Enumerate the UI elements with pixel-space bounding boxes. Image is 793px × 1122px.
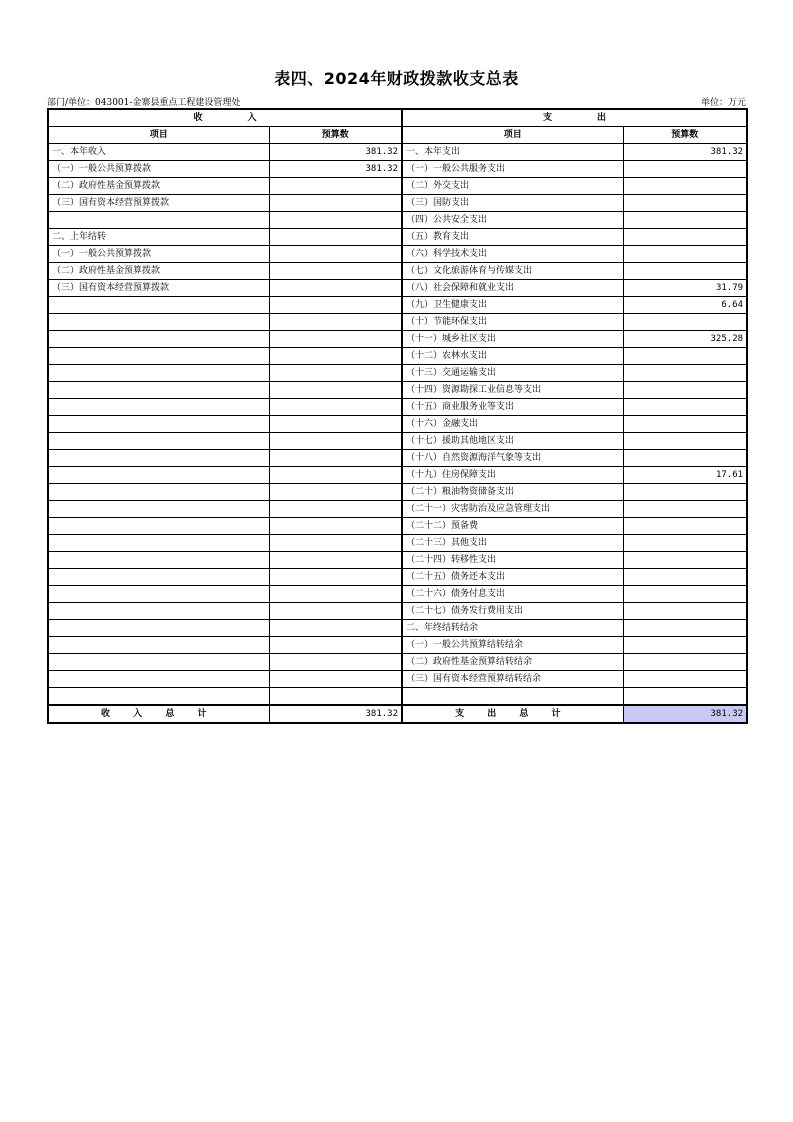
income-item-cell	[48, 331, 269, 348]
income-value-cell	[269, 552, 402, 569]
expense-value-cell: 6.64	[623, 297, 747, 314]
expense-value-cell	[623, 433, 747, 450]
income-value-cell	[269, 450, 402, 467]
table-row	[48, 195, 747, 212]
income-item-cell: （一）一般公共预算拨款	[48, 161, 269, 178]
income-budget-header: 预算数	[269, 127, 402, 144]
expense-value-cell	[623, 382, 747, 399]
expense-value-cell	[623, 178, 747, 195]
income-value-cell	[269, 416, 402, 433]
expense-item-cell: （二十三）其他支出	[402, 535, 623, 552]
budget-table	[47, 108, 748, 724]
income-total-value: 381.32	[269, 705, 402, 723]
income-value-cell	[269, 620, 402, 637]
expense-item-cell: （二十四）转移性支出	[402, 552, 623, 569]
table-row	[48, 144, 747, 161]
income-item-cell	[48, 297, 269, 314]
income-value-cell	[269, 654, 402, 671]
table-row	[48, 535, 747, 552]
expense-total-label: 支 出 总 计	[402, 705, 623, 723]
expense-item-cell: （二）外交支出	[402, 178, 623, 195]
income-item-cell: （二）政府性基金预算拨款	[48, 178, 269, 195]
expense-value-cell	[623, 569, 747, 586]
expense-value-cell: 325.28	[623, 331, 747, 348]
income-total-label: 收 入 总 计	[48, 705, 269, 723]
income-value-cell	[269, 586, 402, 603]
expense-value-cell	[623, 314, 747, 331]
expense-item-cell: （二十二）预备费	[402, 518, 623, 535]
income-value-cell	[269, 518, 402, 535]
expense-value-cell	[623, 263, 747, 280]
page-title: 表四、2024年财政拨款收支总表	[274, 69, 519, 88]
income-item-cell	[48, 314, 269, 331]
expense-item-cell: （二十一）灾害防治及应急管理支出	[402, 501, 623, 518]
table-row	[48, 603, 747, 620]
income-value-cell	[269, 178, 402, 195]
income-value-cell	[269, 195, 402, 212]
income-item-cell: （二）政府性基金预算拨款	[48, 263, 269, 280]
expense-value-cell	[623, 552, 747, 569]
income-item-cell	[48, 382, 269, 399]
income-value-cell	[269, 382, 402, 399]
expense-item-cell: （十七）援助其他地区支出	[402, 433, 623, 450]
expense-value-cell	[623, 535, 747, 552]
table-row	[48, 399, 747, 416]
table-row	[48, 416, 747, 433]
income-value-cell	[269, 433, 402, 450]
table-row	[48, 314, 747, 331]
income-item-cell	[48, 450, 269, 467]
expense-total-value: 381.32	[623, 705, 747, 723]
income-item-cell	[48, 212, 269, 229]
income-value-cell	[269, 569, 402, 586]
income-item-cell	[48, 484, 269, 501]
income-item-cell	[48, 365, 269, 382]
expense-value-cell	[623, 620, 747, 637]
expense-item-cell: （十八）自然资源海洋气象等支出	[402, 450, 623, 467]
income-value-cell	[269, 603, 402, 620]
income-value-cell	[269, 229, 402, 246]
expense-value-cell	[623, 688, 747, 706]
expense-value-cell: 31.79	[623, 280, 747, 297]
expense-item-cell: （三）国有资本经营预算结转结余	[402, 671, 623, 688]
table-row	[48, 552, 747, 569]
table-row	[48, 433, 747, 450]
expense-value-cell: 381.32	[623, 144, 747, 161]
expense-item-cell: （十六）金融支出	[402, 416, 623, 433]
table-row	[48, 654, 747, 671]
table-row	[48, 280, 747, 297]
expense-value-cell	[623, 586, 747, 603]
expense-item-cell: （二十）粮油物资储备支出	[402, 484, 623, 501]
income-value-cell	[269, 348, 402, 365]
income-value-cell	[269, 212, 402, 229]
expense-value-cell	[623, 399, 747, 416]
income-value-cell	[269, 484, 402, 501]
income-section-header: 收 入	[48, 109, 402, 127]
expense-item-cell: （十二）农林水支出	[402, 348, 623, 365]
expense-item-cell: （六）科学技术支出	[402, 246, 623, 263]
income-item-cell	[48, 399, 269, 416]
table-row	[48, 161, 747, 178]
table-row	[48, 297, 747, 314]
income-item-cell	[48, 433, 269, 450]
expense-item-header: 项目	[402, 127, 623, 144]
income-value-cell	[269, 314, 402, 331]
income-item-cell	[48, 348, 269, 365]
income-item-cell	[48, 518, 269, 535]
table-row	[48, 484, 747, 501]
unit-label: 单位：万元	[700, 98, 746, 108]
income-item-header: 项目	[48, 127, 269, 144]
expense-item-cell: （五）教育支出	[402, 229, 623, 246]
expense-value-cell: 17.61	[623, 467, 747, 484]
income-item-cell	[48, 671, 269, 688]
expense-item-cell: （十五）商业服务业等支出	[402, 399, 623, 416]
income-item-cell	[48, 637, 269, 654]
expense-item-cell: （十一）城乡社区支出	[402, 331, 623, 348]
income-value-cell: 381.32	[269, 144, 402, 161]
income-value-cell	[269, 280, 402, 297]
table-row	[48, 263, 747, 280]
expense-item-cell: （八）社会保障和就业支出	[402, 280, 623, 297]
table-row	[48, 246, 747, 263]
income-value-cell	[269, 535, 402, 552]
income-value-cell	[269, 331, 402, 348]
income-item-cell: 一、本年收入	[48, 144, 269, 161]
expense-item-cell: （七）文化旅游体育与传媒支出	[402, 263, 623, 280]
table-row	[48, 569, 747, 586]
expense-item-cell: 一、本年支出	[402, 144, 623, 161]
table-row	[48, 467, 747, 484]
expense-value-cell	[623, 195, 747, 212]
income-item-cell: 二、上年结转	[48, 229, 269, 246]
income-item-cell	[48, 620, 269, 637]
table-row	[48, 637, 747, 654]
table-row	[48, 365, 747, 382]
income-item-cell	[48, 535, 269, 552]
expense-item-cell: （十）节能环保支出	[402, 314, 623, 331]
income-value-cell	[269, 297, 402, 314]
expense-item-cell	[402, 688, 623, 706]
income-value-cell	[269, 399, 402, 416]
expense-value-cell	[623, 484, 747, 501]
expense-item-cell: （十三）交通运输支出	[402, 365, 623, 382]
expense-value-cell	[623, 416, 747, 433]
income-item-cell	[48, 569, 269, 586]
expense-item-cell: （二十六）债务付息支出	[402, 586, 623, 603]
table-row	[48, 586, 747, 603]
expense-value-cell	[623, 246, 747, 263]
income-value-cell: 381.32	[269, 161, 402, 178]
income-value-cell	[269, 246, 402, 263]
table-row	[48, 620, 747, 637]
expense-budget-header: 预算数	[623, 127, 747, 144]
expense-value-cell	[623, 365, 747, 382]
income-item-cell	[48, 586, 269, 603]
expense-item-cell: （二十五）债务还本支出	[402, 569, 623, 586]
expense-value-cell	[623, 671, 747, 688]
table-row	[48, 671, 747, 688]
income-item-cell	[48, 688, 269, 706]
income-item-cell	[48, 552, 269, 569]
income-value-cell	[269, 671, 402, 688]
column-header-row	[48, 127, 747, 144]
expense-item-cell: 二、年终结转结余	[402, 620, 623, 637]
expense-item-cell: （一）一般公共服务支出	[402, 161, 623, 178]
expense-value-cell	[623, 603, 747, 620]
income-item-cell: （三）国有资本经营预算拨款	[48, 195, 269, 212]
income-value-cell	[269, 688, 402, 706]
expense-value-cell	[623, 654, 747, 671]
income-value-cell	[269, 263, 402, 280]
expense-item-cell: （三）国防支出	[402, 195, 623, 212]
expense-section-header: 支 出	[402, 109, 747, 127]
table-row	[48, 501, 747, 518]
expense-value-cell	[623, 348, 747, 365]
expense-value-cell	[623, 501, 747, 518]
table-row	[48, 450, 747, 467]
income-item-cell	[48, 501, 269, 518]
expense-value-cell	[623, 229, 747, 246]
income-item-cell	[48, 603, 269, 620]
table-body	[48, 109, 747, 723]
income-value-cell	[269, 467, 402, 484]
income-item-cell	[48, 654, 269, 671]
expense-item-cell: （二）政府性基金预算结转结余	[402, 654, 623, 671]
income-value-cell	[269, 637, 402, 654]
section-header-row	[48, 109, 747, 127]
expense-item-cell: （十四）资源勘探工业信息等支出	[402, 382, 623, 399]
expense-item-cell: （一）一般公共预算结转结余	[402, 637, 623, 654]
income-item-cell: （一）一般公共预算拨款	[48, 246, 269, 263]
expense-item-cell: （四）公共安全支出	[402, 212, 623, 229]
income-value-cell	[269, 365, 402, 382]
income-value-cell	[269, 501, 402, 518]
table-row	[48, 518, 747, 535]
expense-value-cell	[623, 161, 747, 178]
totals-row	[48, 705, 747, 723]
expense-item-cell: （九）卫生健康支出	[402, 297, 623, 314]
expense-value-cell	[623, 637, 747, 654]
table-row	[48, 348, 747, 365]
department-label: 部门/单位：043001-金寨县重点工程建设管理处	[47, 98, 241, 108]
table-row	[48, 178, 747, 195]
expense-item-cell: （十九）住房保障支出	[402, 467, 623, 484]
expense-value-cell	[623, 518, 747, 535]
table-row	[48, 212, 747, 229]
table-row	[48, 229, 747, 246]
table-row	[48, 382, 747, 399]
table-row	[48, 688, 747, 706]
expense-value-cell	[623, 212, 747, 229]
expense-value-cell	[623, 450, 747, 467]
expense-item-cell: （二十七）债务发行费用支出	[402, 603, 623, 620]
income-item-cell	[48, 467, 269, 484]
table-row	[48, 331, 747, 348]
income-item-cell	[48, 416, 269, 433]
income-item-cell: （三）国有资本经营预算拨款	[48, 280, 269, 297]
